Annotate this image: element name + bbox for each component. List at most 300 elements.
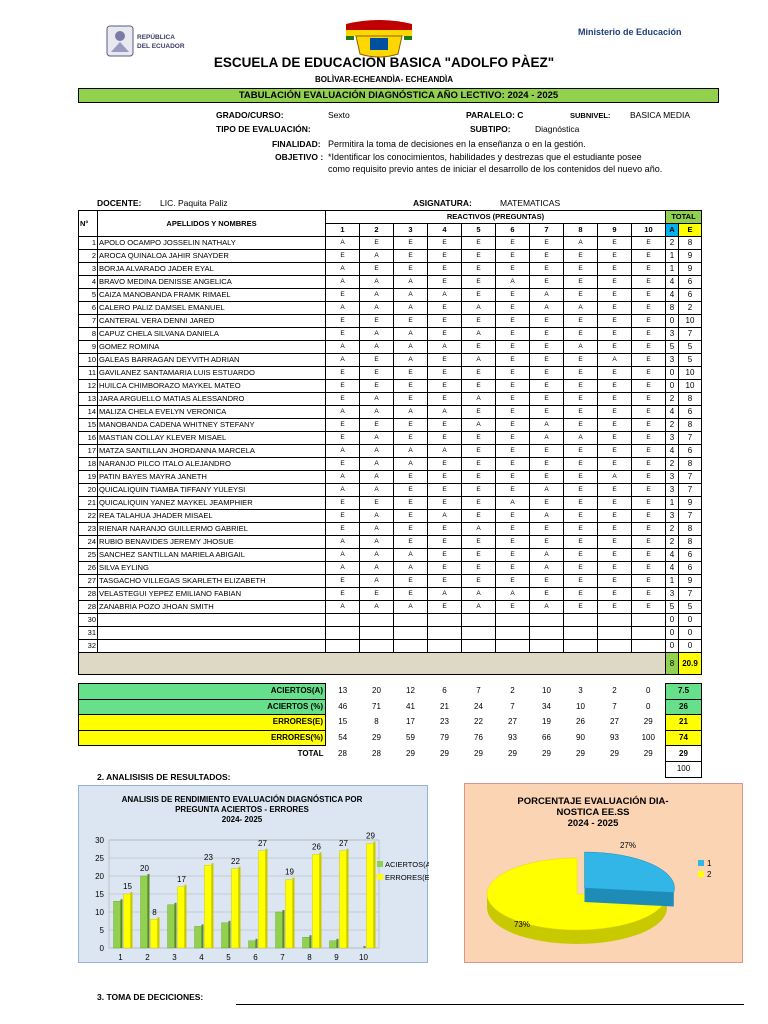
total-a-cell: 0 [666, 380, 679, 393]
student-row [79, 458, 702, 471]
total-e-cell: 6 [679, 562, 702, 575]
answer-cell: E [394, 484, 428, 497]
answer-cell: E [530, 445, 564, 458]
answer-cell: E [496, 367, 530, 380]
stats-value: 29 [372, 733, 381, 743]
total-a-cell: 1 [666, 250, 679, 263]
bar-data-label: 26 [312, 842, 321, 852]
total-e-cell: 0 [679, 614, 702, 627]
answer-cell: E [496, 484, 530, 497]
question-header: 9 [598, 224, 632, 237]
answer-cell: E [462, 549, 496, 562]
total-a-cell: 0 [666, 627, 679, 640]
answer-cell [632, 614, 666, 627]
stats-row [79, 715, 702, 731]
answer-cell: E [530, 354, 564, 367]
student-number: 22 [79, 510, 98, 523]
answer-cell: E [428, 328, 462, 341]
student-name: NARANJO PILCO ITALO ALEJANDRO [98, 458, 326, 471]
stats-total: 29 [666, 746, 702, 762]
answer-cell [564, 640, 598, 653]
total-e-cell: 6 [679, 289, 702, 302]
answer-cell: A [428, 341, 462, 354]
student-row [79, 393, 702, 406]
answer-cell: E [394, 497, 428, 510]
student-name: SILVA EYLING [98, 562, 326, 575]
answer-cell: E [394, 510, 428, 523]
answer-cell: E [564, 523, 598, 536]
answer-cell: E [598, 315, 632, 328]
answer-cell: E [428, 575, 462, 588]
answer-cell: E [496, 575, 530, 588]
answer-cell: E [564, 406, 598, 419]
student-name: APOLO OCAMPO JOSSELIN NATHALY [98, 237, 326, 250]
answer-cell [496, 640, 530, 653]
answer-cell: E [462, 237, 496, 250]
answer-cell: A [462, 419, 496, 432]
student-row [79, 614, 702, 627]
school-location: BOLÌVAR-ECHEANDÌA- ECHEANDÌA [314, 75, 454, 84]
stats-total: 26 [666, 699, 702, 715]
student-row [79, 263, 702, 276]
answer-cell: E [360, 419, 394, 432]
stats-value: 66 [542, 733, 551, 743]
answer-cell: A [394, 601, 428, 614]
answer-cell: E [428, 523, 462, 536]
stats-label: ERRORES(%) [79, 730, 326, 746]
answer-cell: E [394, 588, 428, 601]
tabulation-table [78, 210, 702, 675]
stats-row [79, 699, 702, 715]
bar-data-label: 27 [339, 838, 348, 848]
student-number: 3 [79, 263, 98, 276]
bar-chart-panel [78, 785, 428, 963]
answer-cell: E [564, 263, 598, 276]
answer-cell: E [428, 484, 462, 497]
legend-swatch [377, 861, 383, 867]
bar-data-label: 19 [285, 867, 294, 877]
col-reactivos-header: REACTIVOS (PREGUNTAS) [326, 211, 666, 224]
total-e-cell: 7 [679, 328, 702, 341]
student-name: CALERO PALIZ DAMSEL EMANUEL [98, 302, 326, 315]
answer-cell: E [598, 328, 632, 341]
student-number: 11 [79, 367, 98, 380]
answer-cell: E [530, 393, 564, 406]
answer-cell: A [360, 458, 394, 471]
answer-cell: E [326, 432, 360, 445]
total-a-cell: 2 [666, 523, 679, 536]
answer-cell: E [428, 549, 462, 562]
pie-chart-title: NOSTICA EE.SS [556, 807, 630, 818]
bar-aciertos [195, 926, 202, 948]
stats-row [79, 730, 702, 746]
answer-cell [564, 627, 598, 640]
total-e-cell: 7 [679, 484, 702, 497]
student-number: 15 [79, 419, 98, 432]
bar-data-label: 8 [152, 908, 157, 918]
answer-cell: E [632, 367, 666, 380]
x-tick-label: 1 [118, 953, 123, 962]
total-e-cell: 9 [679, 263, 702, 276]
answer-cell: A [360, 549, 394, 562]
answer-cell [530, 627, 564, 640]
average-a: 8 [666, 653, 679, 675]
answer-cell: E [326, 419, 360, 432]
bar-aciertos [249, 941, 256, 948]
answer-cell: E [462, 484, 496, 497]
answer-cell: A [360, 393, 394, 406]
answer-cell: E [462, 250, 496, 263]
answer-cell: E [632, 263, 666, 276]
answer-cell [394, 627, 428, 640]
answer-cell [428, 627, 462, 640]
answer-cell: E [598, 263, 632, 276]
answer-cell: E [598, 419, 632, 432]
answer-cell: E [530, 315, 564, 328]
answer-cell: E [598, 406, 632, 419]
answer-cell: E [564, 510, 598, 523]
student-name: CANTERAL VERA DENNI JARED [98, 315, 326, 328]
student-row [79, 341, 702, 354]
answer-cell: E [428, 263, 462, 276]
student-number: 12 [79, 380, 98, 393]
answer-cell: E [598, 484, 632, 497]
answer-cell: E [360, 354, 394, 367]
answer-cell: E [428, 536, 462, 549]
bar-errores-side [266, 849, 268, 948]
answer-cell: A [326, 302, 360, 315]
stats-final-blank [326, 761, 360, 777]
bar-errores [259, 851, 266, 948]
bar-chart-title: 2024- 2025 [221, 815, 263, 824]
answer-cell: E [428, 276, 462, 289]
answer-cell: E [632, 484, 666, 497]
stats-value: 23 [440, 717, 449, 727]
y-tick-label: 30 [95, 836, 104, 845]
answer-cell: A [462, 393, 496, 406]
question-header: 2 [360, 224, 394, 237]
answer-cell: E [496, 562, 530, 575]
answer-cell [360, 640, 394, 653]
stats-value: 28 [338, 748, 347, 758]
bar-aciertos-side [283, 910, 285, 948]
pie-label-1: 27% [619, 841, 637, 850]
total-a-cell: 2 [666, 458, 679, 471]
answer-cell: A [394, 445, 428, 458]
stats-value: 2 [510, 686, 515, 696]
stats-total: 7.5 [666, 684, 702, 700]
school-name: ESCUELA DE EDUCACION BASICA "ADOLFO PÀEZ" [213, 55, 555, 70]
stats-value: 15 [338, 717, 348, 727]
student-name: SANCHEZ SANTILLAN MARIELA ABIGAIL [98, 549, 326, 562]
student-row [79, 445, 702, 458]
bar-errores-side [185, 885, 187, 948]
answer-cell: E [496, 315, 530, 328]
answer-cell: A [394, 354, 428, 367]
total-e-cell: 0 [679, 640, 702, 653]
answer-cell [632, 627, 666, 640]
total-a-cell: 4 [666, 276, 679, 289]
answer-cell [530, 640, 564, 653]
answer-cell: A [394, 562, 428, 575]
answer-cell: A [530, 601, 564, 614]
total-e-cell: 7 [679, 432, 702, 445]
document-title: TABULACIÓN EVALUACIÓN DIAGNÓSTICA AÑO LECTIVO: 2024 - 2025 [78, 88, 719, 103]
student-number: 6 [79, 302, 98, 315]
answer-cell: E [326, 458, 360, 471]
x-tick-label: 9 [334, 953, 339, 962]
stats-value: 24 [474, 701, 483, 711]
answer-cell: E [462, 289, 496, 302]
total-e-cell: 9 [679, 250, 702, 263]
answer-cell: A [530, 484, 564, 497]
answer-cell: A [394, 406, 428, 419]
bar-errores-side [374, 842, 376, 948]
student-row [79, 471, 702, 484]
answer-cell: A [326, 536, 360, 549]
student-name: MALIZA CHELA EVELYN VERONICA [98, 406, 326, 419]
student-name: VELASTEGUI YEPEZ EMILIANO FABIAN [98, 588, 326, 601]
average-filler [79, 653, 666, 675]
student-number: 19 [79, 471, 98, 484]
student-number: 7 [79, 315, 98, 328]
answer-cell: A [530, 289, 564, 302]
answer-cell: E [598, 393, 632, 406]
stats-label: ACIERTOS (%) [79, 699, 326, 715]
answer-cell: A [496, 497, 530, 510]
answer-cell: E [496, 471, 530, 484]
student-name [98, 640, 326, 653]
answer-cell: E [428, 302, 462, 315]
student-row [79, 367, 702, 380]
stats-value: 29 [576, 748, 585, 758]
answer-cell: A [360, 471, 394, 484]
answer-cell [598, 640, 632, 653]
answer-cell [326, 627, 360, 640]
pie-slice-1-group [585, 852, 675, 907]
answer-cell: E [632, 276, 666, 289]
total-a-cell: 1 [666, 575, 679, 588]
answer-cell: A [530, 510, 564, 523]
total-e-cell: 6 [679, 549, 702, 562]
answer-cell [326, 614, 360, 627]
student-row [79, 289, 702, 302]
pie-chart-panel [464, 783, 743, 963]
stats-final-blank [598, 761, 632, 777]
answer-cell: E [496, 237, 530, 250]
republica-line1: REPÚBLICA [137, 34, 175, 41]
stats-value: 17 [406, 717, 415, 727]
student-number: 8 [79, 328, 98, 341]
student-number: 5 [79, 289, 98, 302]
total-a-cell: 4 [666, 549, 679, 562]
student-name: HUILCA CHIMBORAZO MAYKEL MATEO [98, 380, 326, 393]
answer-cell [326, 640, 360, 653]
stats-total: 74 [666, 730, 702, 746]
total-e-cell: 5 [679, 354, 702, 367]
answer-cell: E [564, 588, 598, 601]
answer-cell: E [428, 432, 462, 445]
answer-cell: E [496, 523, 530, 536]
total-a-cell: 3 [666, 484, 679, 497]
stats-row [79, 684, 702, 700]
answer-cell: A [326, 562, 360, 575]
answer-cell: E [462, 380, 496, 393]
answer-cell: E [326, 250, 360, 263]
answer-cell: E [632, 536, 666, 549]
answer-cell: A [462, 302, 496, 315]
total-e-cell: 8 [679, 393, 702, 406]
answer-cell: E [462, 575, 496, 588]
answer-cell: E [394, 263, 428, 276]
grado-label: GRADO/CURSO: [216, 110, 284, 120]
stats-value: 29 [643, 717, 653, 727]
answer-cell: A [394, 341, 428, 354]
answer-cell: E [530, 588, 564, 601]
answer-cell: E [564, 445, 598, 458]
student-name: QUICALIQUIN YANEZ MAYKEL JEAMPHIER [98, 497, 326, 510]
answer-cell: E [632, 458, 666, 471]
answer-cell: A [360, 406, 394, 419]
student-number: 21 [79, 497, 98, 510]
answer-cell: E [428, 458, 462, 471]
answer-cell: E [428, 354, 462, 367]
bar-errores-side [320, 852, 322, 948]
bar-errores-side [212, 863, 214, 948]
answer-cell: A [326, 263, 360, 276]
student-row [79, 536, 702, 549]
total-a-cell: 3 [666, 432, 679, 445]
total-a-cell: 3 [666, 588, 679, 601]
stats-value: 21 [440, 701, 449, 711]
answer-cell: A [428, 588, 462, 601]
total-e-cell: 7 [679, 510, 702, 523]
bar-aciertos [330, 941, 337, 948]
student-name: QUICALIQUIN TIAMBA TIFFANY YULEYSI [98, 484, 326, 497]
stats-row [79, 746, 702, 762]
answer-cell: E [326, 393, 360, 406]
bar-errores [286, 880, 293, 948]
bar-aciertos [276, 912, 283, 948]
answer-cell: E [496, 354, 530, 367]
student-row [79, 627, 702, 640]
answer-cell: E [632, 432, 666, 445]
stats-value: 2 [612, 686, 617, 696]
x-tick-label: 6 [253, 953, 258, 962]
student-number: 14 [79, 406, 98, 419]
answer-cell: E [598, 510, 632, 523]
bar-aciertos-side [121, 899, 123, 948]
total-a-cell: 8 [666, 302, 679, 315]
answer-cell: E [632, 250, 666, 263]
student-row [79, 380, 702, 393]
pie-legend-label: 1 [707, 859, 712, 868]
student-row [79, 406, 702, 419]
stats-final-blank [394, 761, 428, 777]
legend-swatch [377, 874, 383, 880]
bar-errores [124, 894, 131, 948]
answer-cell: E [496, 289, 530, 302]
answer-cell: E [632, 523, 666, 536]
student-name: CAPUZ CHELA SILVANA DANIELA [98, 328, 326, 341]
answer-cell: E [598, 562, 632, 575]
pie-legend-swatch [698, 860, 704, 866]
answer-cell: E [360, 380, 394, 393]
answer-cell: A [496, 276, 530, 289]
student-number: 30 [79, 614, 98, 627]
answer-cell: E [564, 549, 598, 562]
answer-cell: E [564, 536, 598, 549]
stats-value: 29 [406, 748, 415, 758]
answer-cell: E [598, 536, 632, 549]
answer-cell: E [428, 471, 462, 484]
answer-cell: E [326, 367, 360, 380]
x-tick-label: 3 [172, 953, 177, 962]
answer-cell: E [428, 393, 462, 406]
legend-label: ERRORES(E) [385, 873, 429, 882]
bar-errores-side [239, 867, 241, 948]
stats-value: 71 [372, 701, 381, 711]
answer-cell: E [428, 562, 462, 575]
answer-cell: A [428, 510, 462, 523]
student-name: AROCA QUINALOA JAHIR SNAYDER [98, 250, 326, 263]
total-a-cell: 4 [666, 562, 679, 575]
answer-cell: E [598, 302, 632, 315]
answer-cell: E [632, 510, 666, 523]
bar-errores-side [293, 878, 295, 948]
answer-cell: E [530, 341, 564, 354]
answer-cell [564, 614, 598, 627]
stats-value: 29 [542, 748, 551, 758]
subnivel-label: SUBNIVEL: [570, 111, 611, 120]
stats-final-blank [462, 761, 496, 777]
docente-label: DOCENTE: [97, 198, 142, 208]
answer-cell: A [598, 471, 632, 484]
pie-chart [465, 784, 744, 964]
answer-cell: E [632, 445, 666, 458]
answer-cell: A [360, 510, 394, 523]
answer-cell: E [598, 341, 632, 354]
answer-cell: E [428, 315, 462, 328]
stats-value: 26 [576, 717, 585, 727]
answer-cell: E [632, 549, 666, 562]
bar-aciertos [141, 876, 148, 948]
school-crest [338, 18, 420, 58]
legend-label: ACIERTOS(A) [385, 860, 429, 869]
answer-cell: E [326, 315, 360, 328]
bar-errores-side [158, 917, 160, 948]
answer-cell: E [632, 393, 666, 406]
x-tick-label: 4 [199, 953, 204, 962]
answer-cell: E [530, 471, 564, 484]
answer-cell: E [632, 380, 666, 393]
answer-cell: A [360, 575, 394, 588]
answer-cell: E [462, 458, 496, 471]
answer-cell: A [428, 406, 462, 419]
student-number: 28 [79, 588, 98, 601]
stats-value: 29 [610, 748, 619, 758]
answer-cell: E [394, 432, 428, 445]
answer-cell: E [598, 549, 632, 562]
answer-cell: E [632, 419, 666, 432]
decisions-line [236, 1004, 744, 1005]
answer-cell: E [564, 315, 598, 328]
student-number: 4 [79, 276, 98, 289]
subtipo-label: SUBTIPO: [470, 124, 511, 134]
answer-cell: A [326, 406, 360, 419]
answer-cell: A [360, 601, 394, 614]
student-number: 23 [79, 523, 98, 536]
